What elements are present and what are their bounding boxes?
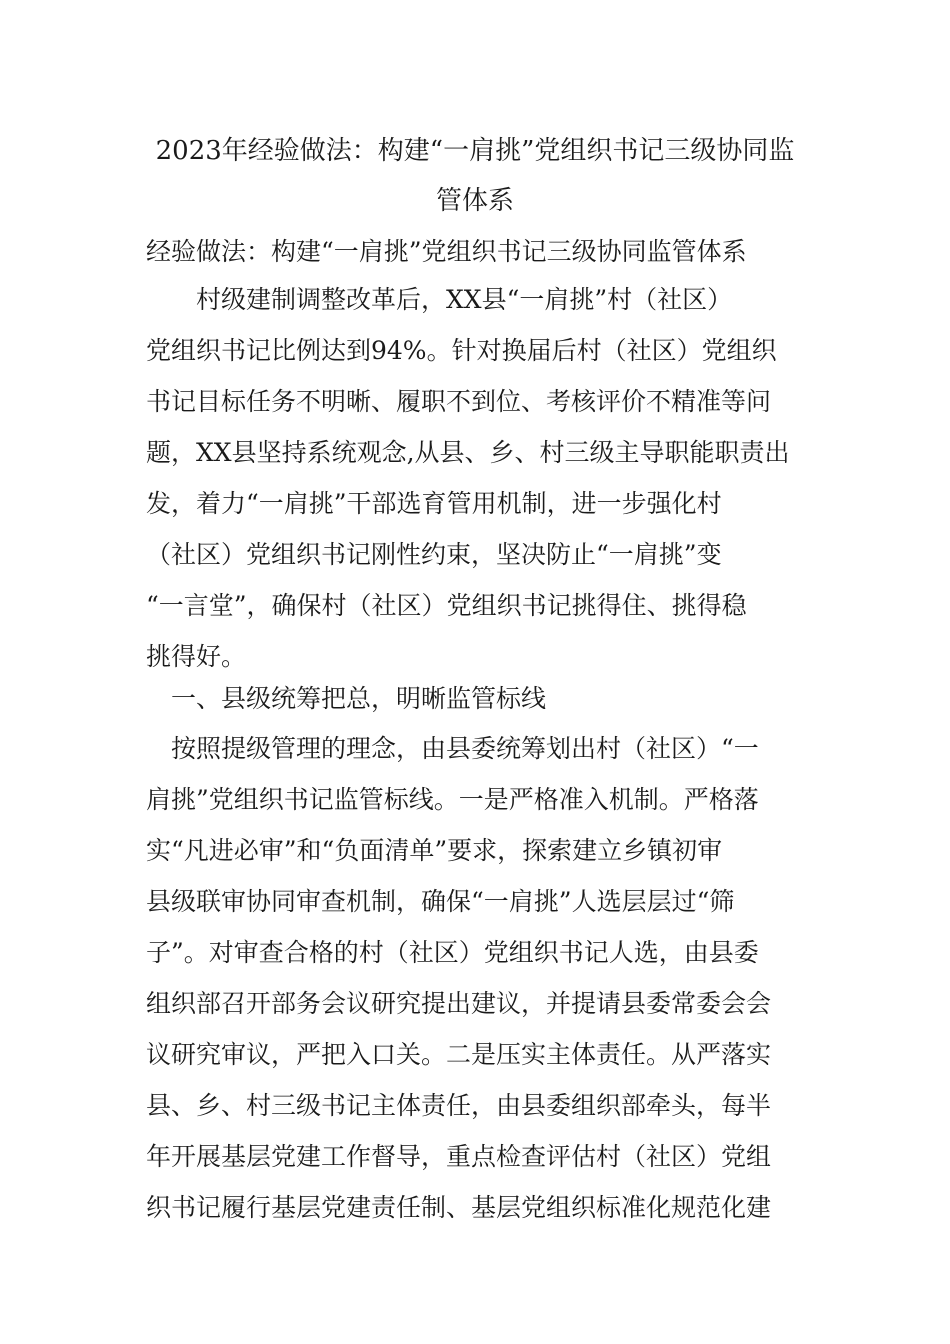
paragraph-line: 组织部召开部务会议研究提出建议，并提请县委常委会会: [146, 989, 772, 1018]
document-title-line-1: 2023年经验做法：构建“一肩挑”党组织书记三级协同监: [155, 136, 795, 166]
paragraph-intro: [146, 274, 810, 682]
paragraph-line: （社区）党组织书记刚性约束，坚决防止“一肩挑”变: [146, 540, 722, 569]
paragraph-section-1: [146, 723, 810, 1233]
paragraph-line: 党组织书记比例达到94%。针对换届后村（社区）党组织: [146, 336, 777, 365]
section-heading-1: [146, 673, 810, 724]
paragraph-line: 肩挑”党组织书记监管标线。一是严格准入机制。严格落: [146, 785, 759, 814]
paragraph-line: 村级建制调整改革后，XX县“一肩挑”村（社区）: [146, 285, 733, 314]
paragraph-line: 书记目标任务不明晰、履职不到位、考核评价不精准等问: [146, 387, 772, 416]
document-title-line-2: 管体系: [435, 186, 514, 216]
paragraph-line: 子”。对审查合格的村（社区）党组织书记人选，由县委: [146, 938, 759, 967]
paragraph-line: 实“凡进必审”和“负面清单”要求，探索建立乡镇初审: [146, 836, 723, 865]
paragraph-line: “一言堂”，确保村（社区）党组织书记挑得住、挑得稳: [146, 591, 747, 620]
paragraph-line: 挑得好。: [146, 642, 247, 671]
paragraph-line: 题，XX县坚持系统观念,从县、乡、村三级主导职能职责出: [146, 438, 790, 467]
section-heading-line: 一、县级统筹把总，明晰监管标线: [146, 684, 547, 713]
subtitle-line: 经验做法：构建“一肩挑”党组织书记三级协同监管体系: [146, 237, 747, 266]
paragraph-line: 议研究审议，严把入口关。二是压实主体责任。从严落实: [146, 1040, 772, 1069]
paragraph-line: 织书记履行基层党建责任制、基层党组织标准化规范化建: [146, 1193, 772, 1222]
paragraph-line: 年开展基层党建工作督导，重点检查评估村（社区）党组: [146, 1142, 772, 1171]
paragraph-line: 发，着力“一肩挑”干部选育管用机制，进一步强化村: [146, 489, 722, 518]
paragraph-line: 按照提级管理的理念，由县委统筹划出村（社区）“一: [146, 734, 759, 763]
paragraph-line: 县级联审协同审查机制，确保“一肩挑”人选层层过“筛: [146, 887, 735, 916]
document-subtitle: [146, 226, 810, 277]
paragraph-line: 县、乡、村三级书记主体责任，由县委组织部牵头，每半: [146, 1091, 772, 1120]
